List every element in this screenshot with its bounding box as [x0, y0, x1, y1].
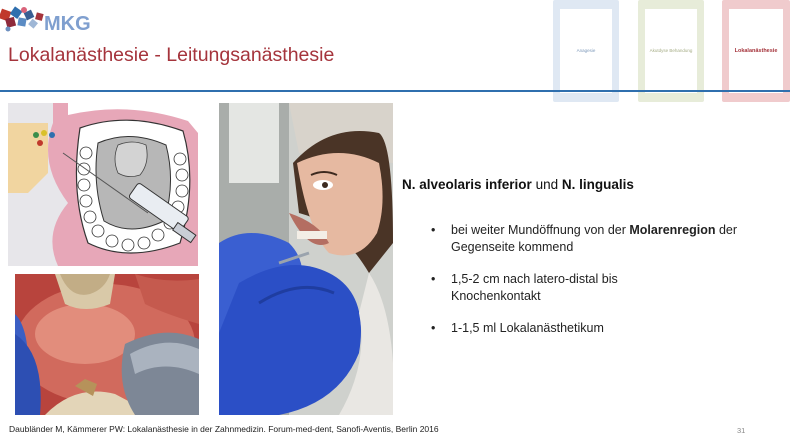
bullet-item	[431, 320, 751, 337]
nav-thumbnail-akutdyse[interactable]	[638, 0, 704, 102]
bullet-text: 1-1,5 ml Lokalanästhetikum	[451, 321, 604, 335]
bullet-item	[431, 222, 751, 256]
logo-text: MKG	[44, 13, 91, 34]
bullet-text: der Gegenseite kommend	[451, 223, 741, 254]
nerve-name-lingualis: N. lingualis	[561, 177, 634, 192]
nerve-name-inferior: N. alveolaris inferior	[402, 177, 532, 192]
bullet-emphasis: Molarenregion	[629, 223, 716, 237]
bullet-text: 1,5-2 cm nach latero-distal bis Knochenkontakt	[451, 272, 618, 303]
thumbnail-label: Akutdyse Behandung	[645, 9, 697, 93]
patient-injection-photo	[219, 103, 393, 415]
bullet-list	[431, 222, 751, 352]
thumbnail-label: Anagesie	[560, 9, 612, 93]
page-number: 31	[737, 426, 746, 435]
nav-thumbnail-anagesie[interactable]	[553, 0, 619, 102]
mkg-logo	[0, 4, 100, 34]
header-divider	[0, 90, 790, 92]
heading-connector: und	[531, 177, 562, 192]
oral-cavity-diagram	[8, 103, 198, 266]
logo-graphic	[0, 4, 100, 34]
thumbnail-label: Lokalanästhesie	[729, 9, 783, 93]
bullet-text: bei weiter Mundöffnung von der	[451, 223, 630, 237]
bullet-item	[431, 271, 641, 305]
nerve-heading	[402, 177, 634, 192]
slide-title: Lokalanästhesie - Leitungsanästhesie	[8, 44, 335, 66]
citation: Daubländer M, Kämmerer PW: Lokalanästhesie in der Zahnmedizin. Forum-med-dent, Sanofi-Aventis, Berlin 2016	[9, 424, 439, 434]
nav-thumbnail-lokalanaesthesie[interactable]	[722, 0, 790, 102]
intraoral-photo	[15, 274, 199, 415]
